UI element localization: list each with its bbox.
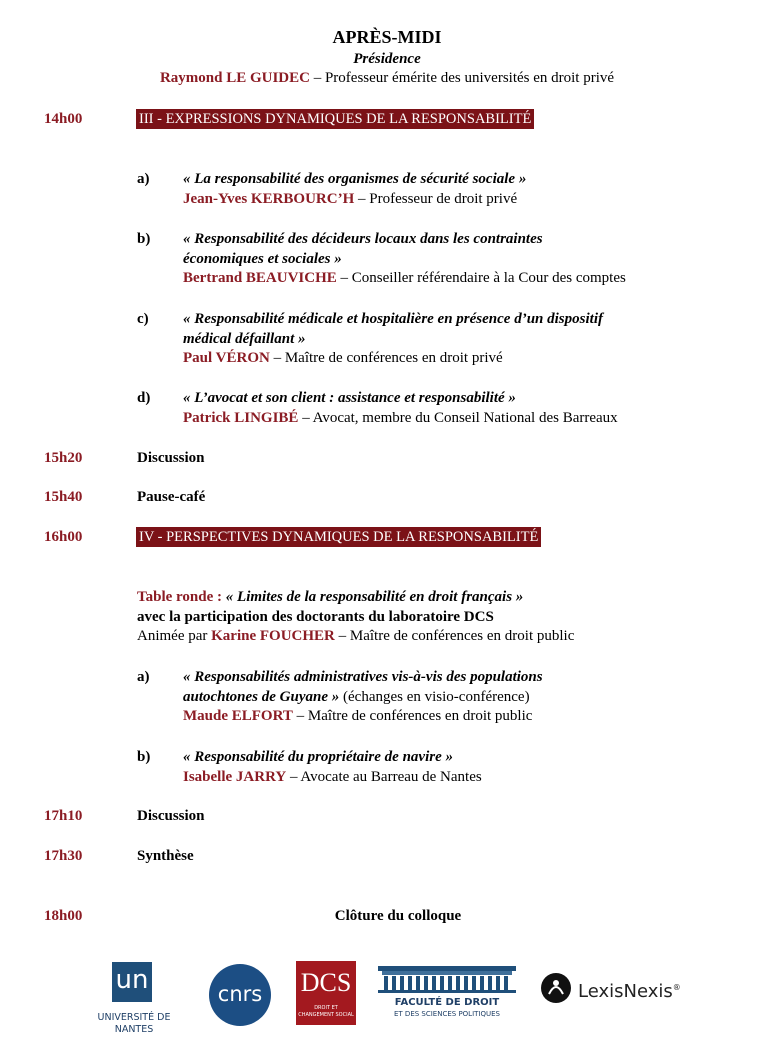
- list-item: [183, 230, 743, 289]
- presidency-line: [0, 69, 774, 89]
- speaker-role: – Maître de conférences en droit privé: [269, 350, 503, 366]
- time-15h40: 15h40: [44, 489, 83, 505]
- speaker-name: Bertrand BEAUVICHE: [183, 270, 337, 286]
- dcs-logo: [296, 961, 356, 1025]
- time-14h00: 14h00: [44, 111, 83, 127]
- time-17h30: 17h30: [44, 848, 83, 864]
- speaker-line: [183, 768, 743, 788]
- speaker-line: [183, 190, 743, 210]
- roundtable-line: [137, 588, 737, 608]
- list-item: [183, 310, 743, 369]
- discussion-label: Discussion: [137, 808, 205, 824]
- item-letter: a): [137, 669, 150, 685]
- list-item: [183, 668, 743, 727]
- cnrs-logo-icon: [209, 964, 271, 1026]
- participation-line: avec la participation des doctorants du laboratoire DCS: [137, 608, 494, 625]
- dcs-sub-line1: DROIT ET: [314, 1005, 338, 1011]
- lexisnexis-logo: [540, 972, 680, 1012]
- nantes-mark: un: [115, 965, 149, 995]
- coffee-break-label: Pause-café: [137, 489, 206, 505]
- lexisnexis-registered: ®: [672, 983, 681, 992]
- animator-prefix: Animée par: [137, 628, 212, 644]
- president-role: – Professeur émérite des universités en droit privé: [309, 70, 615, 86]
- faculty-line1: FACULTÉ DE DROIT: [394, 997, 500, 1008]
- talk-note: (échanges en visio-conférence): [339, 688, 530, 705]
- time-18h00: 18h00: [44, 908, 83, 924]
- roundtable-sep: :: [213, 589, 226, 605]
- item-letter: b): [137, 749, 151, 765]
- time-15h20: 15h20: [44, 450, 83, 466]
- dcs-mark: DCS: [300, 968, 352, 997]
- item-letter: b): [137, 231, 151, 247]
- lexisnexis-text: [578, 976, 681, 1004]
- page-title: APRÈS-MIDI: [332, 27, 442, 47]
- time-17h10: 17h10: [44, 808, 83, 824]
- talk-title: « L’avocat et son client : assistance et responsabilité »: [183, 390, 516, 406]
- talk-title: « Responsabilité du propriétaire de navire »: [183, 749, 453, 765]
- talk-title-cont: autochtones de Guyane »: [183, 688, 340, 705]
- speaker-line: [183, 349, 743, 369]
- lexisnexis-name: LexisNexis: [578, 981, 673, 1002]
- time-16h00: 16h00: [44, 529, 83, 545]
- speaker-line: [183, 269, 743, 289]
- sponsor-logos: [0, 958, 774, 1035]
- talk-title-cont: économiques et sociales »: [183, 250, 342, 267]
- roundtable-block: [137, 588, 737, 647]
- faculty-building-icon: [378, 966, 516, 994]
- talk-title-cont: médical défaillant »: [183, 330, 306, 347]
- faculte-droit-logo: [378, 966, 516, 1026]
- animator-line: [137, 627, 737, 647]
- talk-title: « Responsabilités administratives vis-à-vis des populations: [183, 669, 543, 685]
- talk-title: « La responsabilité des organismes de sécurité sociale »: [183, 171, 527, 187]
- speaker-name: Isabelle JARRY: [183, 768, 287, 785]
- talk-title: « Responsabilité médicale et hospitalière en présence d’un dispositif: [183, 311, 603, 327]
- item-letter: c): [137, 311, 149, 327]
- section-3-title: III - EXPRESSIONS DYNAMIQUES DE LA RESPONSABILITÉ: [136, 109, 534, 129]
- speaker-name: Patrick LINGIBÉ: [183, 409, 299, 426]
- item-letter: a): [137, 171, 150, 187]
- cnrs-text: cnrs: [217, 982, 263, 1006]
- animator-name: Karine FOUCHER: [211, 628, 335, 644]
- speaker-role: – Maître de conférences en droit public: [292, 708, 533, 724]
- list-item: [183, 170, 743, 209]
- synthesis-label: Synthèse: [137, 848, 194, 864]
- lexisnexis-emblem-icon: [540, 972, 572, 1004]
- speaker-role: – Professeur de droit privé: [354, 190, 518, 207]
- roundtable-label: Table ronde: [137, 589, 214, 605]
- universite-nantes-logo: [78, 962, 190, 1035]
- speaker-line: [183, 707, 743, 727]
- animator-role: – Maître de conférences en droit public: [334, 628, 575, 644]
- list-item: [183, 748, 743, 787]
- nantes-text: UNIVERSITÉ DE NANTES: [97, 1012, 171, 1035]
- speaker-role: – Conseiller référendaire à la Cour des comptes: [336, 270, 626, 286]
- speaker-line: [183, 409, 743, 429]
- dcs-sub-line2: CHANGEMENT SOCIAL: [298, 1012, 354, 1018]
- speaker-role: – Avocat, membre du Conseil National des Barreaux: [298, 409, 618, 426]
- discussion-label: Discussion: [137, 450, 205, 466]
- list-item: [183, 389, 743, 428]
- speaker-name: Maude ELFORT: [183, 708, 293, 724]
- speaker-name: Jean-Yves KERBOURC’H: [183, 190, 355, 207]
- item-letter: d): [137, 390, 151, 406]
- president-name: Raymond LE GUIDEC: [159, 70, 310, 86]
- faculty-line2: ET DES SCIENCES POLITIQUES: [394, 1010, 500, 1018]
- roundtable-title: « Limites de la responsabilité en droit français »: [225, 589, 524, 605]
- speaker-name: Paul VÉRON: [183, 350, 270, 366]
- page-subtitle: Présidence: [353, 51, 421, 67]
- section-4-title: IV - PERSPECTIVES DYNAMIQUES DE LA RESPONSABILITÉ: [136, 527, 541, 547]
- talk-title: « Responsabilité des décideurs locaux dans les contraintes: [183, 231, 543, 247]
- closing-label: Clôture du colloque: [334, 908, 462, 924]
- speaker-role: – Avocate au Barreau de Nantes: [286, 768, 482, 785]
